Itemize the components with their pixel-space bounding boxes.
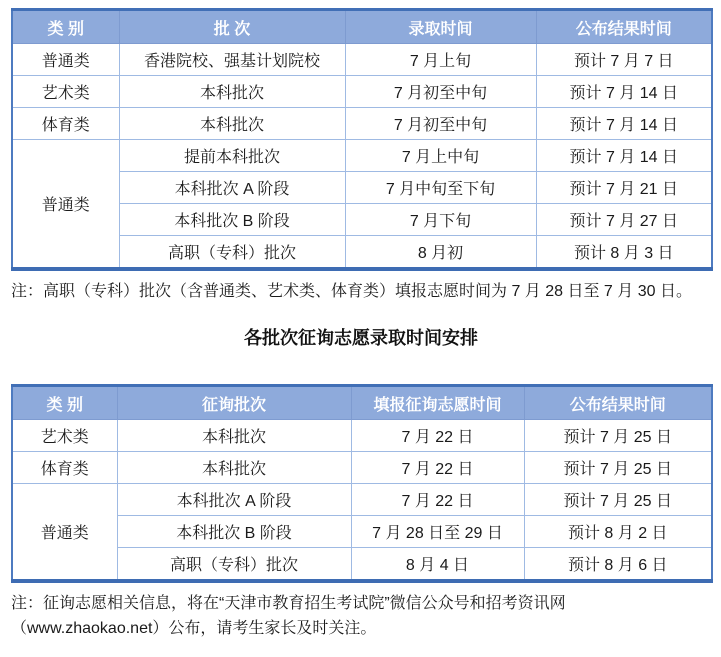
cell-fill-time: 8 月 4 日: [351, 548, 524, 582]
cell-result-time: 预计 7 月 7 日: [536, 44, 712, 76]
cell-result-time: 预计 7 月 25 日: [524, 452, 712, 484]
cell-batch: 香港院校、强基计划院校: [119, 44, 345, 76]
cell-admission-time: 7 月初至中旬: [345, 108, 536, 140]
cell-batch: 本科批次: [119, 76, 345, 108]
table2-header-row: [12, 386, 712, 420]
cell-result-time: 预计 7 月 21 日: [536, 172, 712, 204]
cell-inquiry-batch: 本科批次: [117, 420, 351, 452]
cell-admission-time: 7 月初至中旬: [345, 76, 536, 108]
table1-header-category: 类 别: [12, 10, 119, 44]
table2-note: 注：征询志愿相关信息，将在“天津市教育招生考试院”微信公众号和招考资讯网（www.zhaokao.net）公布，请考生家长及时关注。: [11, 595, 566, 637]
cell-admission-time: 8 月初: [345, 236, 536, 270]
cell-inquiry-batch: 本科批次: [117, 452, 351, 484]
cell-batch: 高职（专科）批次: [119, 236, 345, 270]
cell-admission-time: 7 月上旬: [345, 44, 536, 76]
cell-inquiry-batch: 高职（专科）批次: [117, 548, 351, 582]
cell-category: 体育类: [12, 452, 117, 484]
table1-header-result-time: 公布结果时间: [536, 10, 712, 44]
cell-category: 普通类: [12, 44, 119, 76]
table1-note: 注：高职（专科）批次（含普通类、艺术类、体育类）填报志愿时间为 7 月 28 日至 7 月 30 日。: [11, 283, 692, 300]
table-row: [12, 516, 712, 548]
table-row: [12, 108, 712, 140]
table-row: [12, 44, 712, 76]
cell-batch: 本科批次 A 阶段: [119, 172, 345, 204]
cell-result-time: 预计 8 月 2 日: [524, 516, 712, 548]
cell-batch: 提前本科批次: [119, 140, 345, 172]
table1-header-admission-time: 录取时间: [345, 10, 536, 44]
inquiry-schedule-table: [11, 384, 713, 583]
cell-fill-time: 7 月 22 日: [351, 420, 524, 452]
cell-result-time: 预计 7 月 25 日: [524, 484, 712, 516]
table-row: [12, 76, 712, 108]
section-title: 各批次征询志愿录取时间安排: [244, 328, 478, 348]
cell-admission-time: 7 月下旬: [345, 204, 536, 236]
table1-header-batch: 批 次: [119, 10, 345, 44]
table-row: [12, 484, 712, 516]
cell-batch: 本科批次: [119, 108, 345, 140]
cell-result-time: 预计 7 月 14 日: [536, 76, 712, 108]
cell-fill-time: 7 月 22 日: [351, 484, 524, 516]
table-row: [12, 140, 712, 172]
cell-admission-time: 7 月上中旬: [345, 140, 536, 172]
cell-category: 艺术类: [12, 420, 117, 452]
cell-category: 体育类: [12, 108, 119, 140]
table2-header-fill-time: 填报征询志愿时间: [351, 386, 524, 420]
table-row: [12, 420, 712, 452]
cell-admission-time: 7 月中旬至下旬: [345, 172, 536, 204]
cell-result-time: 预计 7 月 25 日: [524, 420, 712, 452]
cell-category-merged: 普通类: [12, 484, 117, 582]
table2-header-category: 类 别: [12, 386, 117, 420]
cell-fill-time: 7 月 28 日至 29 日: [351, 516, 524, 548]
cell-result-time: 预计 7 月 14 日: [536, 108, 712, 140]
table1-header-row: [12, 10, 712, 44]
cell-result-time: 预计 8 月 3 日: [536, 236, 712, 270]
cell-result-time: 预计 7 月 14 日: [536, 140, 712, 172]
cell-inquiry-batch: 本科批次 A 阶段: [117, 484, 351, 516]
cell-result-time: 预计 8 月 6 日: [524, 548, 712, 582]
cell-category-merged: 普通类: [12, 140, 119, 270]
table2-header-inquiry-batch: 征询批次: [117, 386, 351, 420]
cell-inquiry-batch: 本科批次 B 阶段: [117, 516, 351, 548]
cell-fill-time: 7 月 22 日: [351, 452, 524, 484]
cell-result-time: 预计 7 月 27 日: [536, 204, 712, 236]
cell-category: 艺术类: [12, 76, 119, 108]
cell-batch: 本科批次 B 阶段: [119, 204, 345, 236]
table2-header-result-time: 公布结果时间: [524, 386, 712, 420]
admission-schedule-table: [11, 8, 713, 271]
table-row: [12, 452, 712, 484]
table-row: [12, 548, 712, 582]
